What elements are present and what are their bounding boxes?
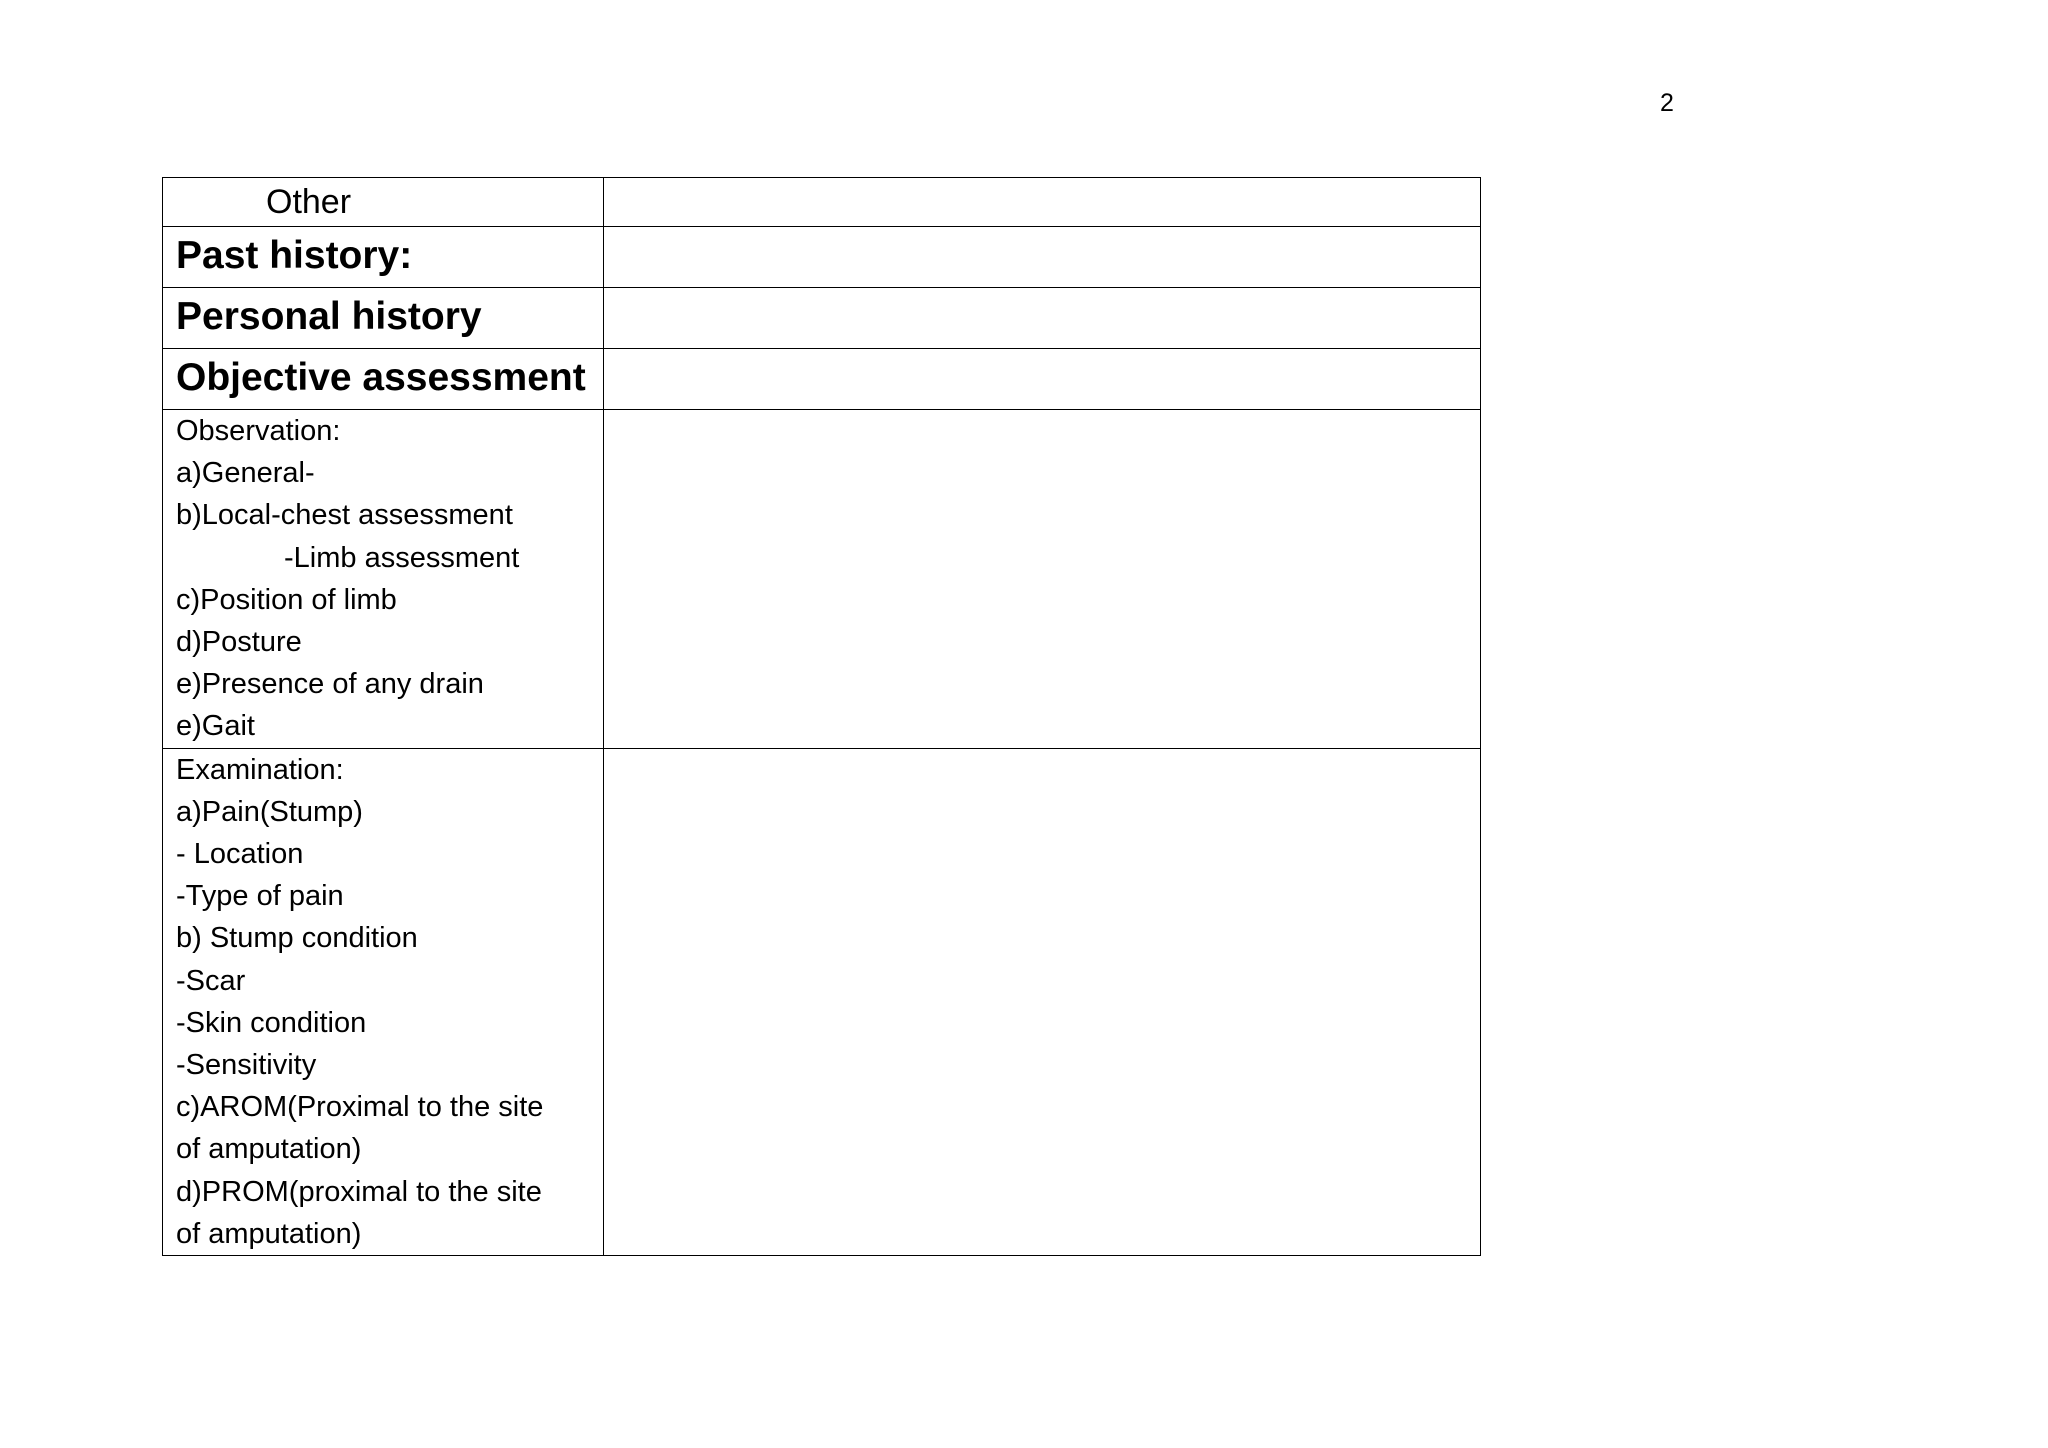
examination-value-cell[interactable] (604, 748, 1481, 1255)
examination-item: -Sensitivity (176, 1049, 317, 1082)
observation-label-cell (163, 410, 604, 749)
past-history-value-cell[interactable] (604, 227, 1481, 288)
observation-item: d)Posture (176, 626, 302, 659)
objective-assessment-label: Objective assessment (176, 356, 586, 399)
table-row-personal-history (163, 288, 1481, 349)
observation-value-cell[interactable] (604, 410, 1481, 749)
table-row-objective-assessment (163, 349, 1481, 410)
examination-item: of amputation) (176, 1217, 362, 1250)
observation-item: a)General- (176, 457, 315, 490)
observation-item: c)Position of limb (176, 583, 397, 616)
examination-item: -Type of pain (176, 880, 344, 913)
examination-item: -Scar (176, 964, 246, 997)
examination-item: d)PROM(proximal to the site (176, 1175, 542, 1208)
observation-title: Observation: (176, 415, 341, 447)
table-row-past-history (163, 227, 1481, 288)
table-row-examination (163, 748, 1481, 1255)
personal-history-label: Personal history (176, 295, 482, 338)
page-number: 2 (1660, 89, 1674, 117)
table-row-other (163, 178, 1481, 227)
personal-history-value-cell[interactable] (604, 288, 1481, 349)
observation-item: e)Presence of any drain (176, 668, 484, 701)
examination-item: a)Pain(Stump) (176, 795, 363, 828)
examination-item: - Location (176, 838, 304, 871)
examination-item: c)AROM(Proximal to the site (176, 1091, 544, 1124)
observation-item: e)Gait (176, 710, 255, 743)
personal-history-label-cell (163, 288, 604, 349)
examination-label-cell (163, 748, 604, 1255)
observation-item: b)Local-chest assessment (176, 499, 513, 532)
past-history-label-cell (163, 227, 604, 288)
examination-item: b) Stump condition (176, 922, 418, 955)
objective-assessment-label-cell (163, 349, 604, 410)
other-label: Other (266, 183, 352, 221)
other-value-cell[interactable] (604, 178, 1481, 227)
assessment-form-table (162, 177, 1481, 1256)
table-row-observation (163, 410, 1481, 749)
examination-item: -Skin condition (176, 1006, 367, 1039)
observation-item: -Limb assessment (284, 541, 520, 574)
objective-assessment-value-cell[interactable] (604, 349, 1481, 410)
other-label-cell (163, 178, 604, 227)
examination-item: of amputation) (176, 1133, 362, 1166)
past-history-label: Past history: (176, 234, 413, 277)
examination-title: Examination: (176, 753, 344, 786)
